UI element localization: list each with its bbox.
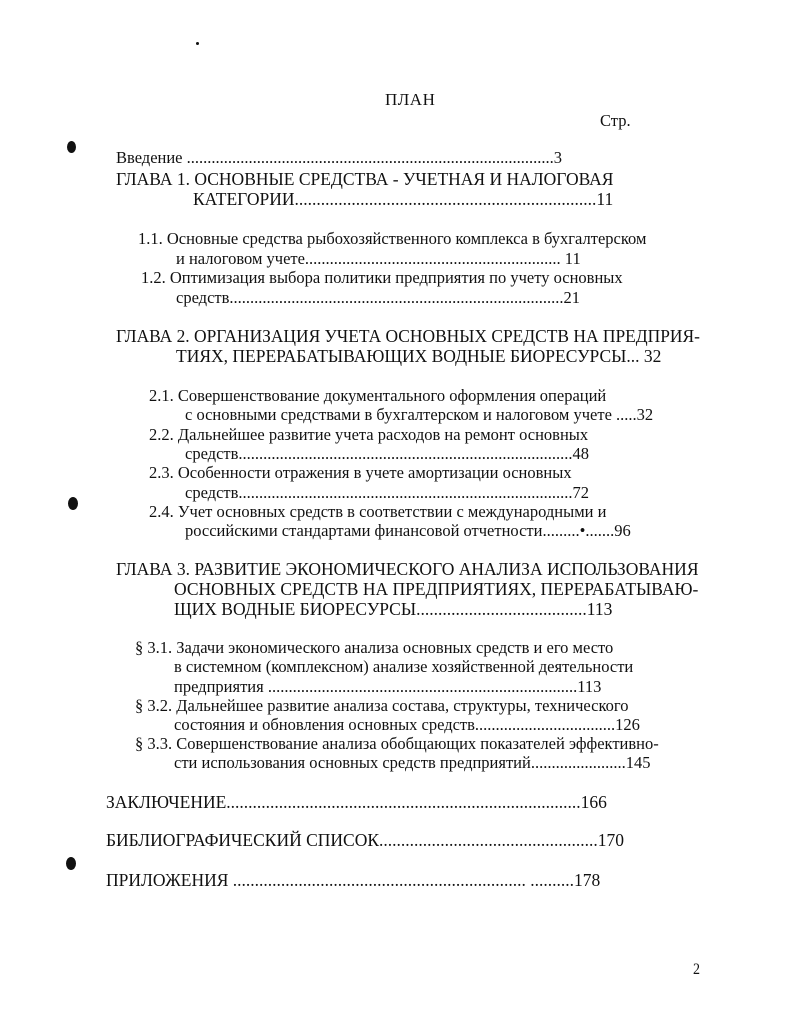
toc-section-3-1-line-1: § 3.1. Задачи экономического анализа основных средств и его место (135, 638, 614, 657)
toc-intro: Введение .........................................................................................3 (116, 148, 563, 167)
page-column-header: Стр. (600, 111, 631, 130)
toc-bibliography: БИБЛИОГРАФИЧЕСКИЙ СПИСОК..................................................170 (106, 830, 625, 850)
toc-section-3-3-line-2: сти использования основных средств предприятий.......................145 (174, 753, 651, 772)
toc-section-3-1-line-2: в системном (комплексном) анализе хозяйственной деятельности (174, 657, 634, 676)
toc-section-2-4-line-2: российскими стандартами финансовой отчетности.........•.......96 (185, 521, 631, 540)
toc-chapter-3-line-2: ОСНОВНЫХ СРЕДСТВ НА ПРЕДПРИЯТИЯХ, ПЕРЕРАБАТЫВАЮ- (174, 579, 699, 599)
toc-chapter-2-line-1: ГЛАВА 2. ОРГАНИЗАЦИЯ УЧЕТА ОСНОВНЫХ СРЕДСТВ НА ПРЕДПРИЯ- (116, 326, 700, 346)
page-title: ПЛАН (385, 90, 436, 109)
toc-section-2-4-line-1: 2.4. Учет основных средств в соответствии с международными и (149, 502, 607, 521)
toc-section-1-2-line-2: средств.................................................................................21 (176, 288, 581, 307)
toc-section-3-3-line-1: § 3.3. Совершенствование анализа обобщающих показателей эффективно- (135, 734, 659, 753)
scan-speck (67, 141, 76, 153)
toc-section-2-3-line-2: средств.................................................................................72 (185, 483, 590, 502)
toc-section-3-1-line-3: предприятия ...........................................................................113 (174, 677, 602, 696)
scan-speck (196, 42, 199, 45)
toc-chapter-1-line-2: КАТЕГОРИИ.....................................................................11 (193, 189, 614, 209)
page-number: 2 (693, 961, 700, 978)
toc-section-2-2-line-2: средств.................................................................................48 (185, 444, 590, 463)
toc-section-2-3-line-1: 2.3. Особенности отражения в учете амортизации основных (149, 463, 572, 482)
toc-chapter-3-line-3: ЩИХ ВОДНЫЕ БИОРЕСУРСЫ.......................................113 (174, 599, 613, 619)
toc-chapter-3-line-1: ГЛАВА 3. РАЗВИТИЕ ЭКОНОМИЧЕСКОГО АНАЛИЗА ИСПОЛЬЗОВАНИЯ (116, 559, 699, 579)
toc-section-3-2-line-1: § 3.2. Дальнейшее развитие анализа состава, структуры, технического (135, 696, 629, 715)
toc-section-2-1-line-1: 2.1. Совершенствование документального оформления операций (149, 386, 607, 405)
toc-section-1-1-line-1: 1.1. Основные средства рыбохозяйственного комплекса в бухгалтерском (138, 229, 647, 248)
toc-chapter-1-line-1: ГЛАВА 1. ОСНОВНЫЕ СРЕДСТВА - УЧЕТНАЯ И НАЛОГОВАЯ (116, 169, 614, 189)
toc-chapter-2-line-2: ТИЯХ, ПЕРЕРАБАТЫВАЮЩИХ ВОДНЫЕ БИОРЕСУРСЫ... 32 (176, 346, 662, 366)
toc-section-2-2-line-1: 2.2. Дальнейшее развитие учета расходов на ремонт основных (149, 425, 589, 444)
toc-appendices: ПРИЛОЖЕНИЯ ................................................................... ..........178 (106, 870, 601, 890)
toc-section-2-1-line-2: с основными средствами в бухгалтерском и налоговом учете .....32 (185, 405, 654, 424)
toc-section-1-1-line-2: и налоговом учете.............................................................. 11 (176, 249, 581, 268)
toc-conclusion: ЗАКЛЮЧЕНИЕ.................................................................................166 (106, 792, 607, 812)
toc-section-3-2-line-2: состояния и обновления основных средств..................................126 (174, 715, 640, 734)
scan-speck (68, 497, 78, 510)
toc-section-1-2-line-1: 1.2. Оптимизация выбора политики предприятия по учету основных (141, 268, 623, 287)
scan-speck (66, 857, 76, 870)
